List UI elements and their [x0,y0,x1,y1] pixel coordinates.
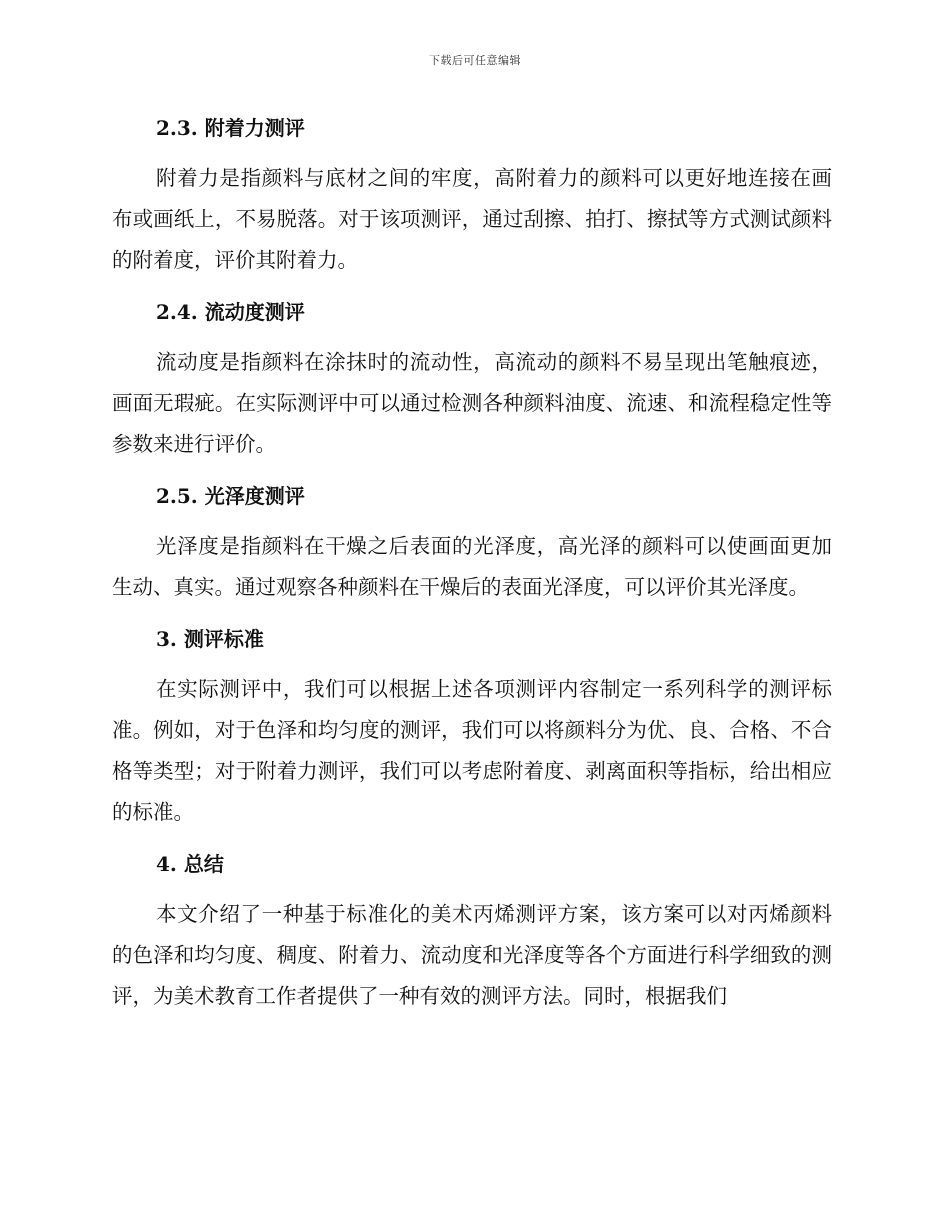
section-heading-2-4: 2.4. 流动度测评 [156,300,305,324]
section-paragraph-3: 在实际测评中，我们可以根据上述各项测评内容制定一系列科学的测评标准。例如，对于色泽和均匀度的测评，我们可以将颜料分为优、良、合格、不合格等类型；对于附着力测评，我们可以考虑附着度、剥离面积等指标，给出相应的标准。 [112,677,832,824]
section-heading-2-5: 2.5. 光泽度测评 [156,484,305,508]
section-heading-3: 3. 测评标准 [156,627,264,651]
section-paragraph-2-5: 光泽度是指颜料在干燥之后表面的光泽度，高光泽的颜料可以使画面更加生动、真实。通过观察各种颜料在干燥后的表面光泽度，可以评价其光泽度。 [112,534,832,599]
page-header: 下载后可任意编辑 [429,54,521,67]
section-heading-4: 4. 总结 [156,852,224,876]
section-heading-2-3: 2.3. 附着力测评 [156,116,305,140]
document-body [112,108,832,1017]
section-paragraph-2-3: 附着力是指颜料与底材之间的牢度，高附着力的颜料可以更好地连接在画布或画纸上，不易脱落。对于该项测评，通过刮擦、拍打、擦拭等方式测试颜料的附着度，评价其附着力。 [112,166,832,272]
section-paragraph-4: 本文介绍了一种基于标准化的美术丙烯测评方案，该方案可以对丙烯颜料的色泽和均匀度、稠度、附着力、流动度和光泽度等各个方面进行科学细致的测评，为美术教育工作者提供了一种有效的测评方法。同时，根据我们 [112,902,832,1008]
section-paragraph-2-4: 流动度是指颜料在涂抹时的流动性，高流动的颜料不易呈现出笔触痕迹，画面无瑕疵。在实际测评中可以通过检测各种颜料油度、流速、和流程稳定性等参数来进行评价。 [112,350,832,456]
